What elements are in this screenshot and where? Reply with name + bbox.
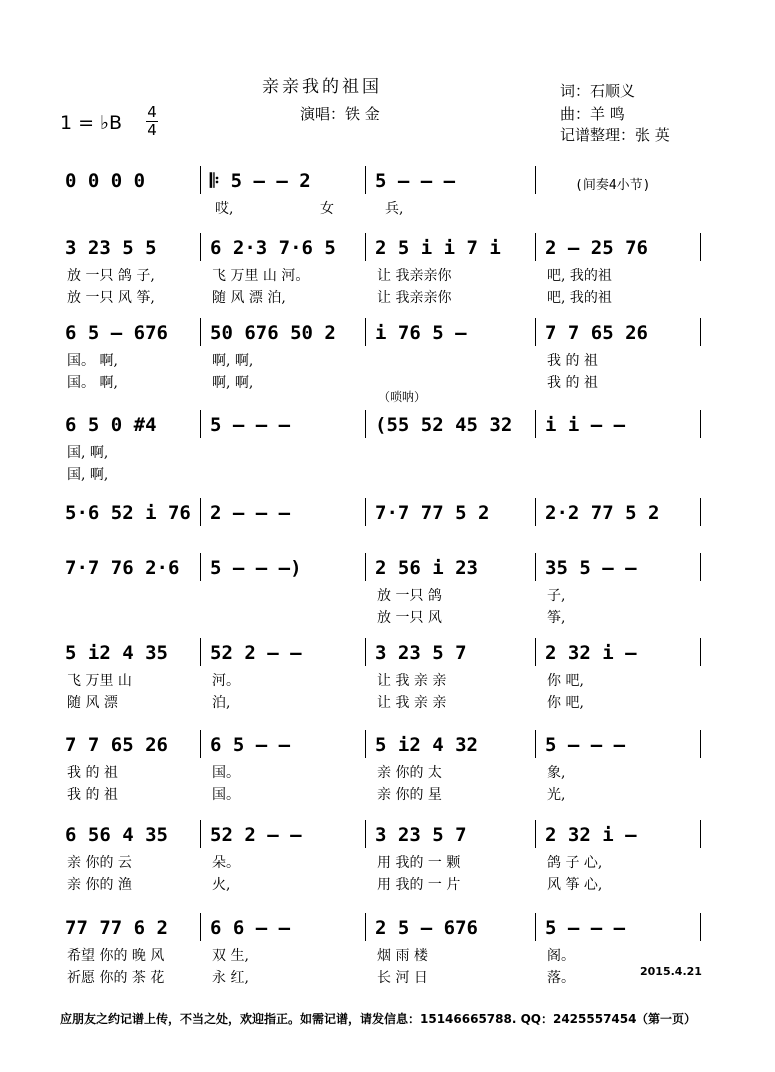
lyric-line: 随 风 漂 泊,	[212, 290, 286, 306]
measure-notes: 5 — — —	[545, 734, 626, 756]
bar-line	[535, 166, 536, 194]
staff-system	[55, 545, 715, 626]
measure-notes: (55 52 45 32	[375, 414, 513, 436]
lyric-line: 希望 你的 晚 风	[67, 948, 165, 964]
bar-line	[200, 553, 201, 581]
staff-system	[55, 225, 715, 306]
measure-notes: 5 — — —	[210, 414, 291, 436]
lyric-line: 你 吧,	[547, 673, 584, 689]
lyric-line: 筝,	[547, 610, 566, 626]
measure-notes: 5 i2 4 32	[375, 734, 478, 756]
lyric-line: 国, 啊,	[67, 445, 109, 461]
measure-notes: 2·2 77 5 2	[545, 502, 660, 524]
bar-line	[365, 498, 366, 526]
bar-line	[200, 318, 201, 346]
lyric-line: 我 的 祖	[547, 375, 598, 391]
measure-notes: 6 2·3 7·6 5	[210, 237, 336, 259]
lyric-line: 让 我亲亲你	[377, 268, 452, 284]
lyric-line: 国。 啊,	[67, 353, 118, 369]
lyric-line: 河。	[212, 673, 240, 689]
staff-system	[55, 310, 715, 391]
staff-system	[55, 402, 715, 483]
lyric-line: 泊,	[212, 695, 231, 711]
composer-credit: 曲：羊 鸣	[560, 105, 625, 123]
lyric-line: 飞 万里 山	[67, 673, 132, 689]
measure-notes: i i — —	[545, 414, 626, 436]
lyric-line: 阁。	[547, 948, 575, 964]
lyric-line: 长 河 日	[377, 970, 428, 986]
measure-notes: 2 56 i 23	[375, 557, 478, 579]
lyric-line: 你 吧,	[547, 695, 584, 711]
lyric-line: 女	[320, 201, 334, 217]
lyric-line: 象,	[547, 765, 566, 781]
bar-line	[200, 166, 201, 194]
bar-line	[700, 498, 701, 526]
lyric-line: 吧, 我的祖	[547, 290, 612, 306]
bar-line	[365, 233, 366, 261]
measure-notes: 6 5 — 676	[65, 322, 168, 344]
lyric-line: 啊, 啊,	[212, 353, 254, 369]
lyric-line: 亲 你的 云	[67, 855, 132, 871]
lyric-line: 光,	[547, 787, 566, 803]
bar-line	[700, 913, 701, 941]
measure-notes: 2 32 i —	[545, 642, 637, 664]
measure-notes: 2 — 25 76	[545, 237, 648, 259]
lyric-line: 放 一只 风 筝,	[67, 290, 155, 306]
lyricist-credit: 词：石顺义	[560, 82, 636, 100]
bar-line	[700, 318, 701, 346]
bar-line	[700, 730, 701, 758]
measure-notes: 7 7 65 26	[65, 734, 168, 756]
bar-line	[200, 638, 201, 666]
lyric-line: 祈愿 你的 茶 花	[67, 970, 165, 986]
lyric-line: 烟 雨 楼	[377, 948, 428, 964]
lyric-line: 火,	[212, 877, 231, 893]
measure-notes: 0 0 0 0	[65, 170, 146, 192]
bar-line	[200, 730, 201, 758]
measure-notes: 50 676 50 2	[210, 322, 336, 344]
bar-line	[535, 233, 536, 261]
staff-system	[55, 158, 715, 217]
lyric-line: 兵,	[385, 201, 404, 217]
bar-line	[535, 913, 536, 941]
measure-notes: 77 77 6 2	[65, 917, 168, 939]
lyric-line: 用 我的 一 片	[377, 877, 461, 893]
bar-line	[200, 820, 201, 848]
lyric-line: 让 我 亲 亲	[377, 695, 447, 711]
staff-system	[55, 630, 715, 711]
bar-line	[200, 233, 201, 261]
measure-notes: 2 — — —	[210, 502, 291, 524]
measure-notes: 6 6 — —	[210, 917, 291, 939]
song-title: 亲亲我的祖国	[262, 77, 382, 97]
singer-credit: 演唱：铁 金	[300, 105, 380, 123]
measure-notes: 7·7 76 2·6	[65, 557, 180, 579]
measure-notes: 6 56 4 35	[65, 824, 168, 846]
measure-notes: 5·6 52 i 76	[65, 502, 191, 524]
lyric-line: 朵。	[212, 855, 240, 871]
bar-line	[365, 410, 366, 438]
bar-line	[200, 410, 201, 438]
lyric-line: 国。	[212, 787, 240, 803]
measure-notes: 5 i2 4 35	[65, 642, 168, 664]
lyric-line: 我 的 祖	[67, 787, 118, 803]
measure-notes: 2 5 i i 7 i	[375, 237, 501, 259]
transcriber-credit: 记谱整理：张 英	[560, 126, 670, 144]
measure-notes: i 76 5 —	[375, 322, 467, 344]
lyric-line: 吧, 我的祖	[547, 268, 612, 284]
measure-notes: 6 5 — —	[210, 734, 291, 756]
measure-notes: 7·7 77 5 2	[375, 502, 490, 524]
measure-notes: 7 7 65 26	[545, 322, 648, 344]
bar-line	[365, 638, 366, 666]
bar-line	[700, 553, 701, 581]
lyric-line: 放 一只 鸽 子,	[67, 268, 155, 284]
measure-notes: 3 23 5 7	[375, 824, 467, 846]
bar-line	[365, 730, 366, 758]
lyric-line: 放 一只 鸽	[377, 588, 442, 604]
lyric-line: 落。	[547, 970, 575, 986]
bar-line	[700, 410, 701, 438]
lyric-line: 风 筝 心,	[547, 877, 603, 893]
measure-notes: 52 2 — —	[210, 642, 302, 664]
bar-line	[365, 553, 366, 581]
lyric-line: 让 我 亲 亲	[377, 673, 447, 689]
lyric-line: 亲 你的 渔	[67, 877, 132, 893]
bar-line	[200, 498, 201, 526]
bar-line	[365, 166, 366, 194]
measure-notes: 2 32 i —	[545, 824, 637, 846]
staff-system	[55, 722, 715, 803]
measure-notes: 35 5 — —	[545, 557, 637, 579]
date-stamp: 2015.4.21	[640, 965, 702, 978]
bar-line	[200, 913, 201, 941]
bar-line	[365, 913, 366, 941]
bar-line	[535, 410, 536, 438]
staff-system	[55, 490, 715, 532]
bar-line	[700, 820, 701, 848]
lyric-line: 用 我的 一 颗	[377, 855, 461, 871]
bar-line	[700, 233, 701, 261]
bar-line	[535, 820, 536, 848]
lyric-line: 飞 万里 山 河。	[212, 268, 310, 284]
measure-notes: 5 — — —	[375, 170, 456, 192]
lyric-line: 啊, 啊,	[212, 375, 254, 391]
page-label: （第一页）	[636, 1012, 697, 1026]
lyric-line: 国。	[212, 765, 240, 781]
bar-line	[535, 318, 536, 346]
bar-line	[535, 498, 536, 526]
lyric-line: 亲 你的 星	[377, 787, 442, 803]
lyric-line: 让 我亲亲你	[377, 290, 452, 306]
time-signature	[146, 104, 158, 139]
bar-line	[365, 820, 366, 848]
measure-notes: 3 23 5 7	[375, 642, 467, 664]
measure-notes: 2 5 — 676	[375, 917, 478, 939]
measure-notes: (间奏4小节)	[575, 178, 651, 193]
lyric-line: 放 一只 风	[377, 610, 442, 626]
measure-notes: 52 2 — —	[210, 824, 302, 846]
bar-line	[700, 638, 701, 666]
lyric-line: 随 风 漂	[67, 695, 118, 711]
lyric-line: 亲 你的 太	[377, 765, 442, 781]
lyric-line: 我 的 祖	[67, 765, 118, 781]
lyric-line: 国。 啊,	[67, 375, 118, 391]
lyric-line: 我 的 祖	[547, 353, 598, 369]
bar-line	[365, 318, 366, 346]
lyric-line: 国, 啊,	[67, 467, 109, 483]
lyric-line: 子,	[547, 588, 566, 604]
footer-note: 应朋友之约记谱上传，不当之处，欢迎指正。如需记谱，请发信息：15146665788. QQ：2425557454	[60, 1012, 637, 1026]
staff-system	[55, 812, 715, 893]
measure-notes: 3 23 5 5	[65, 237, 157, 259]
lyric-line: 鸽 子 心,	[547, 855, 603, 871]
time-signature-top: 4	[147, 103, 157, 121]
lyric-line: 哎,	[215, 201, 234, 217]
measure-notes: 5 — — —	[545, 917, 626, 939]
bar-line	[535, 638, 536, 666]
lyric-line: 永 红,	[212, 970, 249, 986]
measure-notes: 6 5 0 #4	[65, 414, 157, 436]
key-signature: 1 = ♭B	[60, 112, 123, 134]
lyric-line: 双 生,	[212, 948, 249, 964]
suona-marking: （唢呐）	[378, 390, 427, 404]
bar-line	[535, 730, 536, 758]
time-signature-bottom: 4	[147, 121, 157, 139]
bar-line	[535, 553, 536, 581]
measure-notes: 𝄆 5 — — 2	[210, 170, 311, 192]
measure-notes: 5 — — —)	[210, 557, 302, 579]
